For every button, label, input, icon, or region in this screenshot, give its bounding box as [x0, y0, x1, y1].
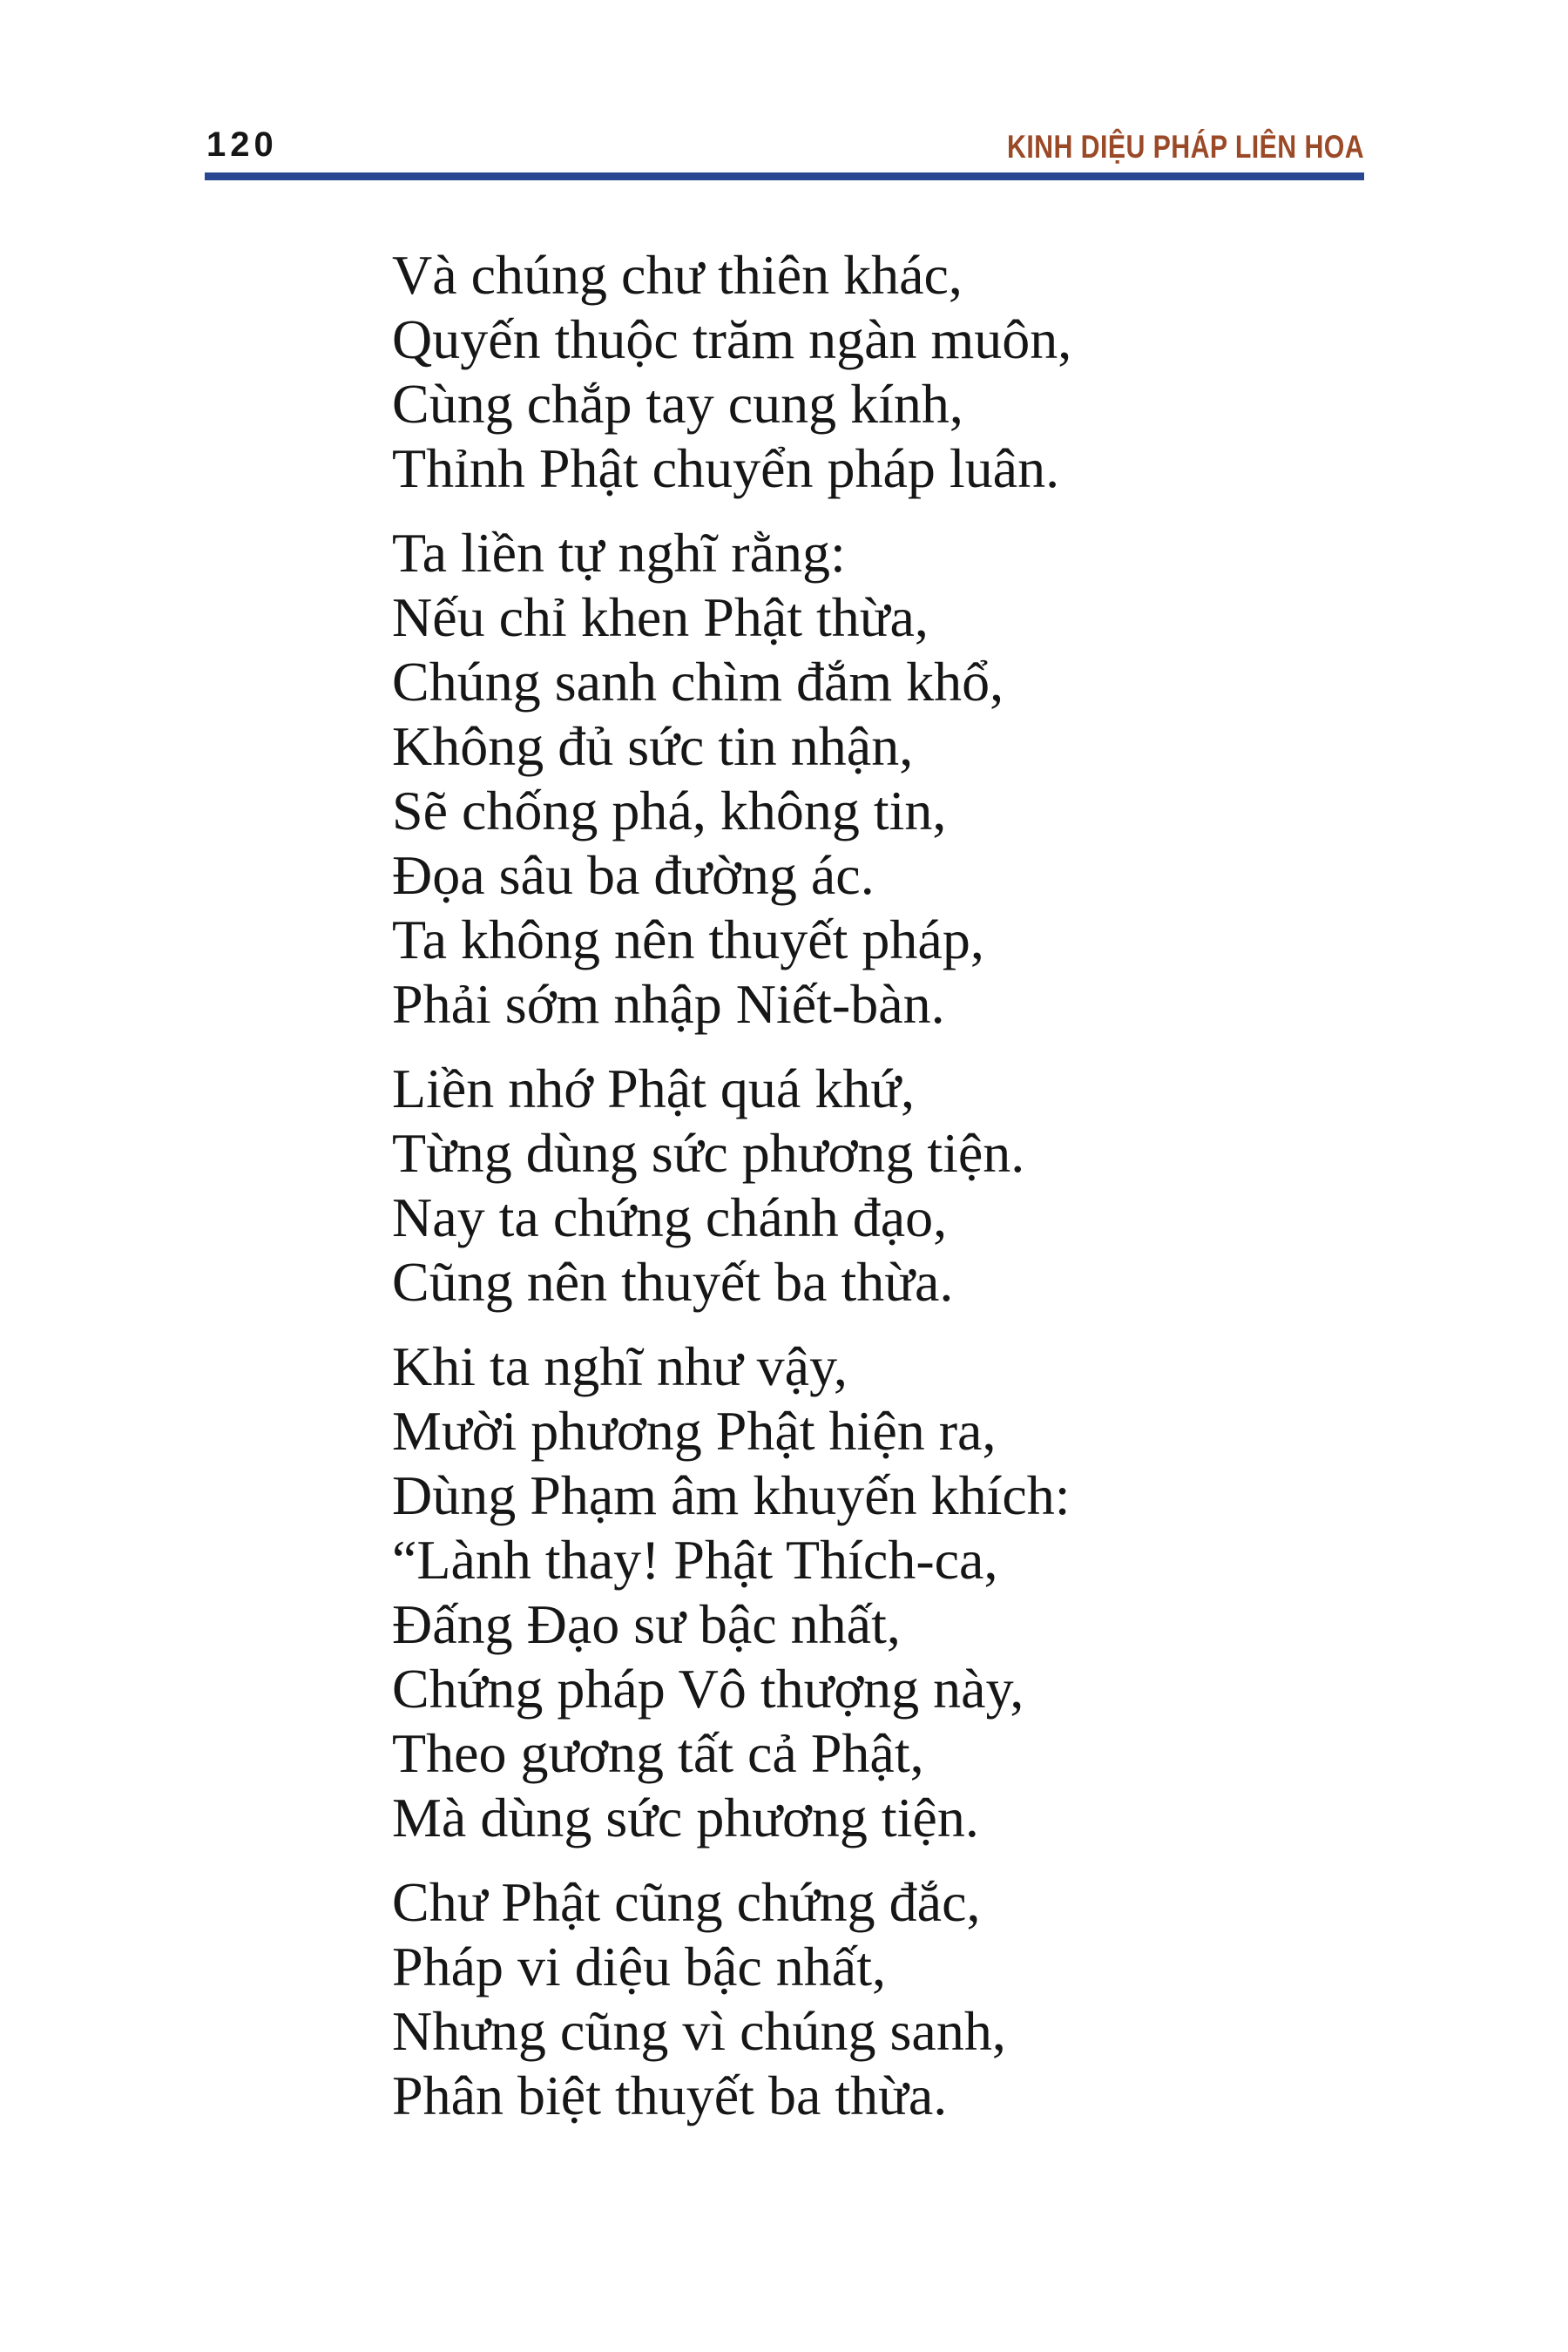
poem-line: Thỉnh Phật chuyển pháp luân.: [392, 437, 1060, 499]
page-number: 120: [206, 125, 278, 164]
poem-line: Phải sớm nhập Niết-bàn.: [392, 973, 945, 1035]
poem-line: Đọa sâu ba đường ác.: [392, 844, 875, 906]
stanza: [392, 521, 1071, 1037]
stanza: [392, 1057, 1071, 1315]
poem-line: Ta liền tự nghĩ rằng:: [392, 522, 846, 584]
poem-line: Pháp vi diệu bậc nhất,: [392, 1936, 886, 1997]
poem-line: Cũng nên thuyết ba thừa.: [392, 1251, 954, 1313]
poem-line: Quyến thuộc trăm ngàn muôn,: [392, 308, 1072, 370]
poem-line: Ta không nên thuyết pháp,: [392, 909, 984, 970]
poem-line: Chứng pháp Vô thượng này,: [392, 1658, 1024, 1720]
poem-line: Không đủ sức tin nhận,: [392, 715, 914, 777]
header-rule: [205, 172, 1364, 180]
stanza: [392, 1870, 1071, 2128]
stanza: [392, 1335, 1071, 1850]
poem-line: Mười phương Phật hiện ra,: [392, 1400, 997, 1462]
stanza: [392, 243, 1071, 501]
poem-line: Cùng chắp tay cung kính,: [392, 373, 963, 435]
poem-line: Và chúng chư thiên khác,: [392, 244, 963, 306]
poem-body: [392, 243, 1071, 2128]
poem-line: Dùng Phạm âm khuyến khích:: [392, 1464, 1071, 1526]
poem-line: Phân biệt thuyết ba thừa.: [392, 2065, 948, 2126]
poem-line: Sẽ chống phá, không tin,: [392, 780, 947, 841]
poem-line: Từng dùng sức phương tiện.: [392, 1122, 1025, 1184]
poem-line: Mà dùng sức phương tiện.: [392, 1787, 979, 1848]
poem-line: Đấng Đạo sư bậc nhất,: [392, 1593, 901, 1655]
poem-line: Chư Phật cũng chứng đắc,: [392, 1871, 981, 1933]
poem-line: Nhưng cũng vì chúng sanh,: [392, 2000, 1006, 2062]
poem-line: Nay ta chứng chánh đạo,: [392, 1186, 948, 1248]
poem-line: Khi ta nghĩ như vậy,: [392, 1335, 848, 1397]
poem-line: “Lành thay! Phật Thích-ca,: [392, 1529, 998, 1591]
poem-line: Theo gương tất cả Phật,: [392, 1722, 924, 1784]
poem-line: Chúng sanh chìm đắm khổ,: [392, 651, 1004, 713]
poem-line: Liền nhớ Phật quá khứ,: [392, 1058, 915, 1119]
poem-line: Nếu chỉ khen Phật thừa,: [392, 586, 929, 648]
running-title: KINH DIỆU PHÁP LIÊN HOA: [1006, 129, 1364, 165]
